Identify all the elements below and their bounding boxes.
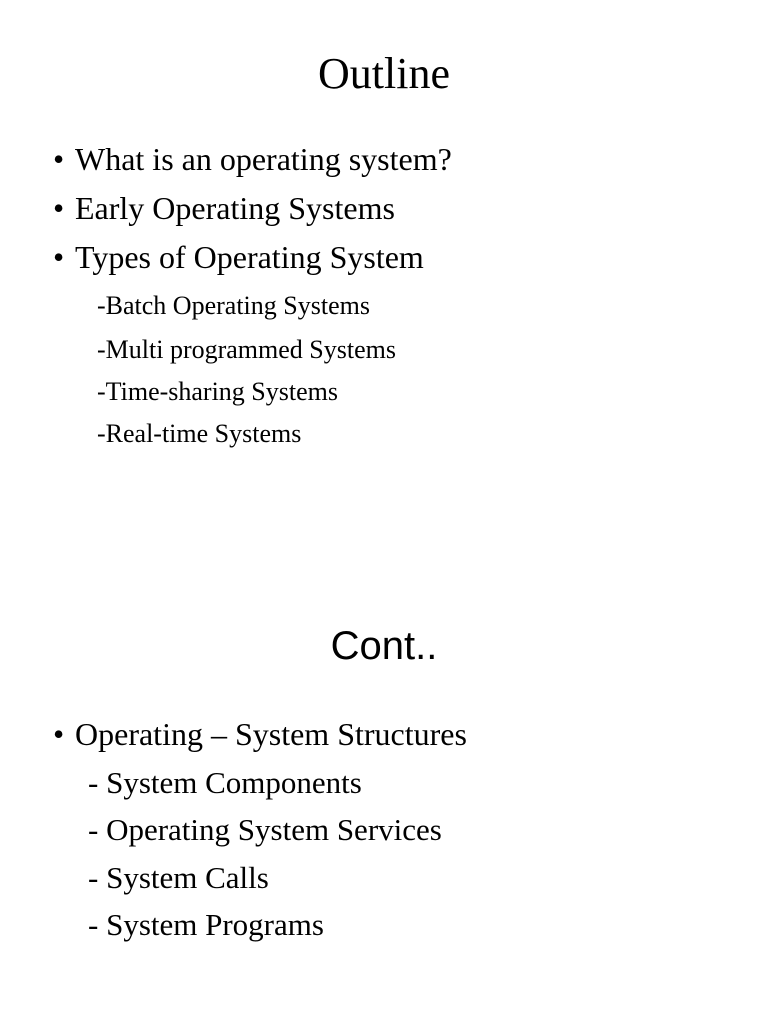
bullet-icon: • bbox=[53, 141, 65, 177]
sub-item: -Time-sharing Systems bbox=[97, 377, 338, 406]
slide-title: Outline bbox=[318, 49, 450, 98]
bullet-item bbox=[53, 141, 452, 177]
sub-item: - Operating System Services bbox=[88, 812, 442, 847]
slide-cont bbox=[0, 512, 768, 1024]
bullet-text: Types of Operating System bbox=[75, 239, 424, 275]
sub-item: -Multi programmed Systems bbox=[97, 335, 396, 364]
sub-item: -Batch Operating Systems bbox=[97, 291, 370, 320]
bullet-icon: • bbox=[53, 716, 65, 752]
sub-item: - System Programs bbox=[88, 907, 324, 942]
slide-title: Cont.. bbox=[330, 624, 438, 668]
bullet-item bbox=[53, 190, 395, 226]
bullet-icon: • bbox=[53, 190, 65, 226]
bullet-icon: • bbox=[53, 239, 65, 275]
sub-item: - System Calls bbox=[88, 860, 269, 895]
bullet-item bbox=[53, 716, 467, 752]
bullet-text: Early Operating Systems bbox=[75, 190, 395, 226]
bullet-text: Operating – System Structures bbox=[75, 716, 467, 752]
bullet-item bbox=[53, 239, 424, 275]
sub-item: - System Components bbox=[88, 765, 362, 800]
sub-item: -Real-time Systems bbox=[97, 419, 302, 448]
bullet-text: What is an operating system? bbox=[75, 141, 452, 177]
